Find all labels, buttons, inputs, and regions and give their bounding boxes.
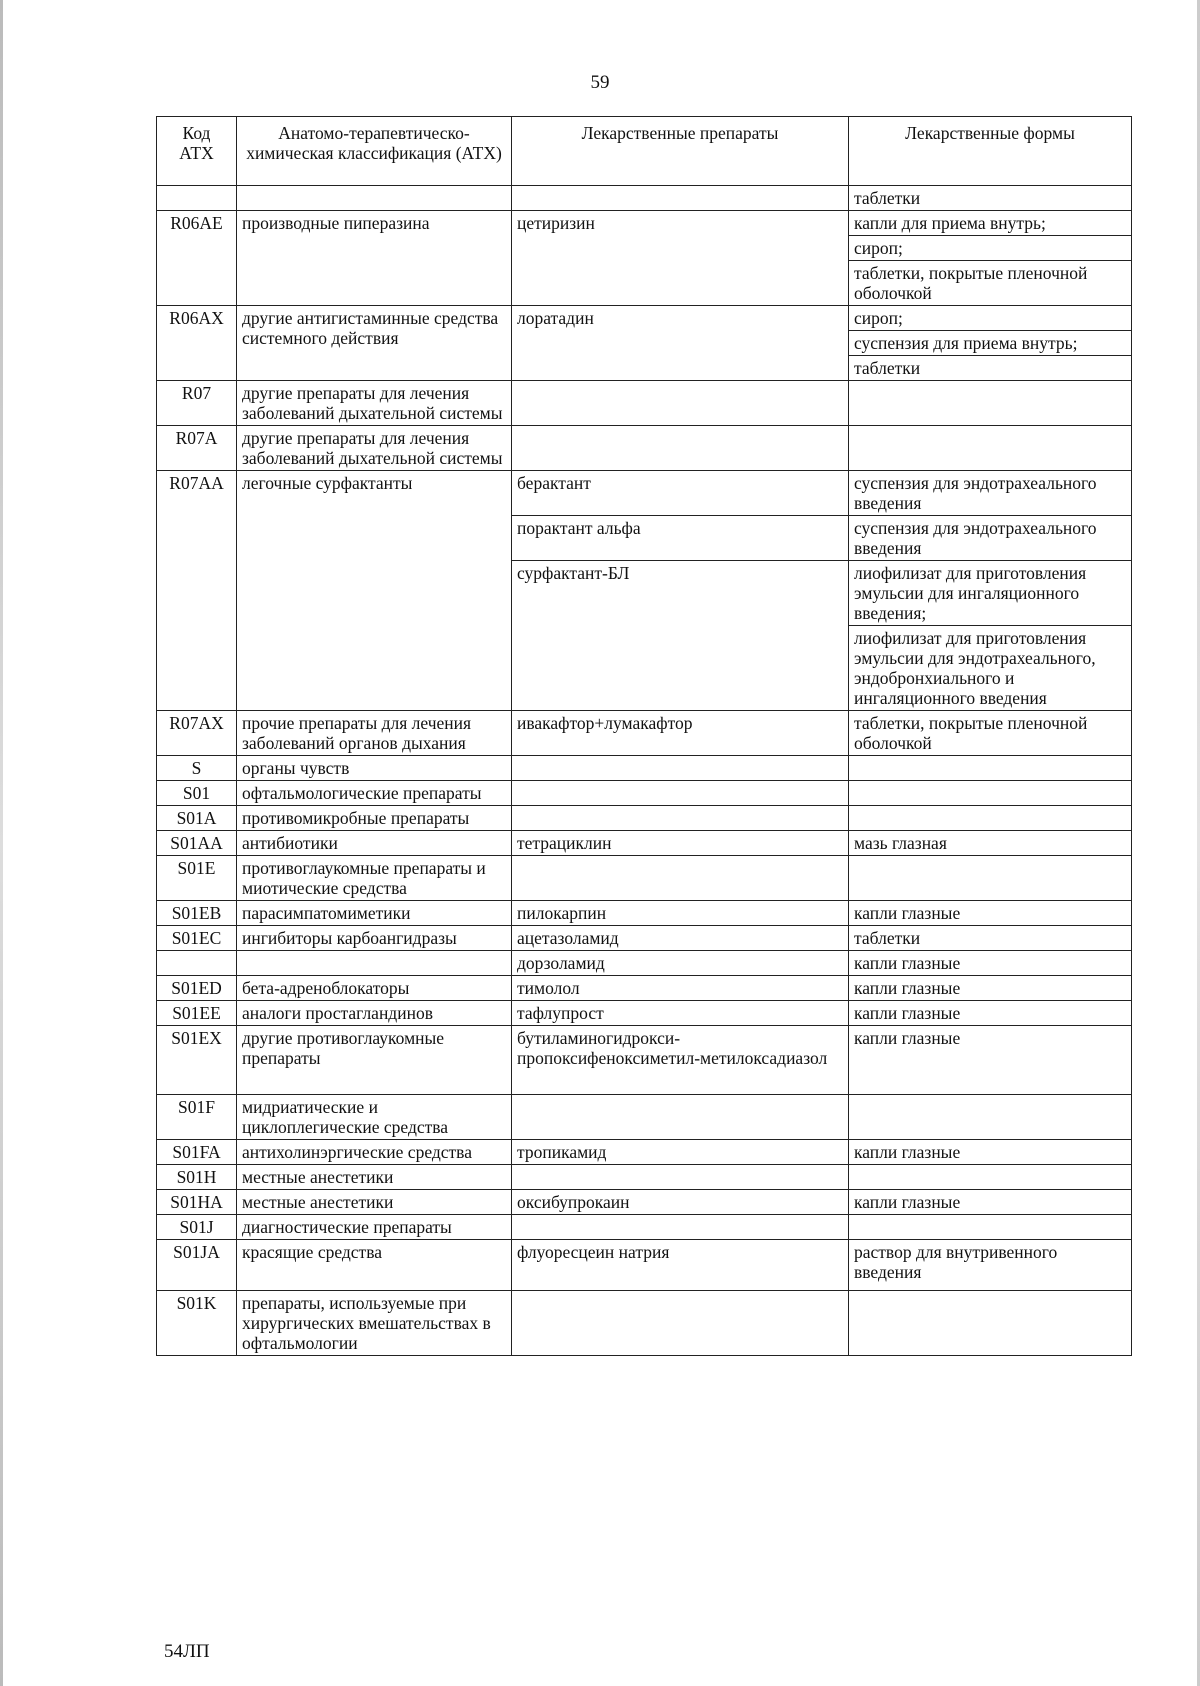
atc-name-cell: бета-адреноблокаторы — [237, 976, 512, 1001]
atc-name-cell — [237, 186, 512, 211]
drug-cell: лоратадин — [512, 306, 849, 381]
atc-name-cell: ингибиторы карбоангидразы — [237, 926, 512, 951]
atc-code-cell: R07AA — [157, 471, 237, 711]
drug-cell: сурфактант-БЛ — [512, 561, 849, 711]
form-cell: таблетки — [849, 186, 1132, 211]
header-drugs: Лекарственные препараты — [512, 117, 849, 186]
atc-code-cell: R07AX — [157, 711, 237, 756]
table-row — [157, 831, 1132, 856]
header-atc-classification: Анатомо-терапевтическо-химическая классификация (АТХ) — [237, 117, 512, 186]
form-cell: таблетки — [849, 926, 1132, 951]
drug-cell: порактант альфа — [512, 516, 849, 561]
drug-cell — [512, 756, 849, 781]
atc-name-cell: препараты, используемые при хирургических вмешательствах в офтальмологии — [237, 1291, 512, 1356]
atc-code-cell: R06AX — [157, 306, 237, 381]
atc-code-cell: S01A — [157, 806, 237, 831]
atc-name-cell: производные пиперазина — [237, 211, 512, 306]
form-cell — [849, 756, 1132, 781]
form-cell: капли глазные — [849, 901, 1132, 926]
drug-cell: бутиламиногидрокси-пропоксифеноксиметил-метилоксадиазол — [512, 1026, 849, 1095]
atc-code-cell: R06AE — [157, 211, 237, 306]
atc-code-cell: S01F — [157, 1095, 237, 1140]
atc-name-cell: органы чувств — [237, 756, 512, 781]
drug-cell — [512, 781, 849, 806]
atc-name-cell — [237, 951, 512, 976]
drug-cell — [512, 186, 849, 211]
drug-cell — [512, 1165, 849, 1190]
form-cell — [849, 1215, 1132, 1240]
form-cell: капли глазные — [849, 951, 1132, 976]
drug-cell: тафлупрост — [512, 1001, 849, 1026]
drug-cell: пилокарпин — [512, 901, 849, 926]
form-cell — [849, 381, 1132, 426]
atc-code-cell: S01EX — [157, 1026, 237, 1095]
table-row — [157, 1190, 1132, 1215]
scan-edge-left — [0, 0, 3, 1686]
drug-cell: тимолол — [512, 976, 849, 1001]
table-row — [157, 901, 1132, 926]
page-number: 59 — [590, 72, 610, 93]
table-row — [157, 1215, 1132, 1240]
form-cell: капли глазные — [849, 976, 1132, 1001]
atc-code-cell: S01AA — [157, 831, 237, 856]
table-row — [157, 781, 1132, 806]
atc-name-cell: аналоги простагландинов — [237, 1001, 512, 1026]
atc-name-cell: местные анестетики — [237, 1190, 512, 1215]
atc-code-cell: S01 — [157, 781, 237, 806]
atc-name-cell: парасимпатомиметики — [237, 901, 512, 926]
table-row — [157, 951, 1132, 976]
form-cell: капли глазные — [849, 1190, 1132, 1215]
table-row — [157, 426, 1132, 471]
form-cell — [849, 806, 1132, 831]
drug-cell: дорзоламид — [512, 951, 849, 976]
drug-cell — [512, 806, 849, 831]
drug-cell — [512, 1095, 849, 1140]
header-atc-code: Код АТХ — [157, 117, 237, 186]
table-row — [157, 381, 1132, 426]
drug-cell: тетрациклин — [512, 831, 849, 856]
atc-name-cell: офтальмологические препараты — [237, 781, 512, 806]
form-cell: капли глазные — [849, 1140, 1132, 1165]
drug-cell — [512, 426, 849, 471]
table-row — [157, 1165, 1132, 1190]
table-row — [157, 1240, 1132, 1291]
atc-code-cell: S01HA — [157, 1190, 237, 1215]
atc-name-cell: прочие препараты для лечения заболеваний органов дыхания — [237, 711, 512, 756]
form-cell: раствор для внутривенного введения — [849, 1240, 1132, 1291]
atc-name-cell: другие противоглаукомные препараты — [237, 1026, 512, 1095]
table-row — [157, 306, 1132, 331]
atc-code-cell: S01EB — [157, 901, 237, 926]
table-row — [157, 856, 1132, 901]
atc-code-cell: S — [157, 756, 237, 781]
atc-code-cell: S01FA — [157, 1140, 237, 1165]
drug-cell: тропикамид — [512, 1140, 849, 1165]
atc-code-cell: R07 — [157, 381, 237, 426]
atc-name-cell: местные анестетики — [237, 1165, 512, 1190]
form-cell: капли глазные — [849, 1001, 1132, 1026]
atc-code-cell — [157, 951, 237, 976]
atc-name-cell: противоглаукомные препараты и миотические средства — [237, 856, 512, 901]
form-cell — [849, 1095, 1132, 1140]
drug-cell: берактант — [512, 471, 849, 516]
table-row — [157, 711, 1132, 756]
form-cell — [849, 856, 1132, 901]
table-row — [157, 1026, 1132, 1095]
drug-cell: ацетазоламид — [512, 926, 849, 951]
drug-cell: флуоресцеин натрия — [512, 1240, 849, 1291]
form-cell: таблетки, покрытые пленочной оболочкой — [849, 711, 1132, 756]
table-row — [157, 976, 1132, 1001]
atc-code-cell — [157, 186, 237, 211]
drug-cell: оксибупрокаин — [512, 1190, 849, 1215]
table-row — [157, 1001, 1132, 1026]
atc-name-cell: другие препараты для лечения заболеваний дыхательной системы — [237, 426, 512, 471]
table-header-row — [157, 117, 1132, 186]
table-row — [157, 756, 1132, 781]
form-cell: сироп; — [849, 236, 1132, 261]
atc-name-cell: антибиотики — [237, 831, 512, 856]
atc-code-cell: S01K — [157, 1291, 237, 1356]
atc-code-cell: S01E — [157, 856, 237, 901]
drug-cell: ивакафтор+лумакафтор — [512, 711, 849, 756]
table-row — [157, 1291, 1132, 1356]
table-row — [157, 1140, 1132, 1165]
form-cell: суспензия для эндотрахеального введения — [849, 471, 1132, 516]
atc-code-cell: S01ED — [157, 976, 237, 1001]
form-cell: сироп; — [849, 306, 1132, 331]
form-cell: таблетки — [849, 356, 1132, 381]
atc-code-cell: S01JA — [157, 1240, 237, 1291]
table-row — [157, 211, 1132, 236]
form-cell: суспензия для приема внутрь; — [849, 331, 1132, 356]
atc-code-cell: S01EE — [157, 1001, 237, 1026]
table-row — [157, 806, 1132, 831]
atc-name-cell: красящие средства — [237, 1240, 512, 1291]
drug-cell — [512, 1215, 849, 1240]
atc-code-cell: R07A — [157, 426, 237, 471]
drug-cell: цетиризин — [512, 211, 849, 306]
form-cell: лиофилизат для приготовления эмульсии для ингаляционного введения; — [849, 561, 1132, 626]
atc-code-cell: S01H — [157, 1165, 237, 1190]
header-dosage-forms: Лекарственные формы — [849, 117, 1132, 186]
drug-cell — [512, 856, 849, 901]
atc-name-cell: мидриатические и циклоплегические средства — [237, 1095, 512, 1140]
atc-code-cell: S01EC — [157, 926, 237, 951]
atc-code-cell: S01J — [157, 1215, 237, 1240]
form-cell — [849, 426, 1132, 471]
drug-cell — [512, 1291, 849, 1356]
table-row — [157, 471, 1132, 516]
form-cell: таблетки, покрытые пленочной оболочкой — [849, 261, 1132, 306]
table-row — [157, 926, 1132, 951]
form-cell: капли глазные — [849, 1026, 1132, 1095]
form-cell: лиофилизат для приготовления эмульсии для эндотрахеального, эндобронхиального и ингаляционного введения — [849, 626, 1132, 711]
form-cell — [849, 1291, 1132, 1356]
atc-drug-table — [156, 116, 1132, 1356]
atc-name-cell: диагностические препараты — [237, 1215, 512, 1240]
form-cell: капли для приема внутрь; — [849, 211, 1132, 236]
atc-name-cell: легочные сурфактанты — [237, 471, 512, 711]
table-row — [157, 186, 1132, 211]
atc-name-cell: другие антигистаминные средства системного действия — [237, 306, 512, 381]
form-cell — [849, 1165, 1132, 1190]
atc-name-cell: противомикробные препараты — [237, 806, 512, 831]
atc-name-cell: антихолинэргические средства — [237, 1140, 512, 1165]
form-cell — [849, 781, 1132, 806]
form-cell: мазь глазная — [849, 831, 1132, 856]
table-row — [157, 1095, 1132, 1140]
document-code: 54ЛП — [164, 1641, 210, 1662]
atc-name-cell: другие препараты для лечения заболеваний дыхательной системы — [237, 381, 512, 426]
form-cell: суспензия для эндотрахеального введения — [849, 516, 1132, 561]
drug-cell — [512, 381, 849, 426]
